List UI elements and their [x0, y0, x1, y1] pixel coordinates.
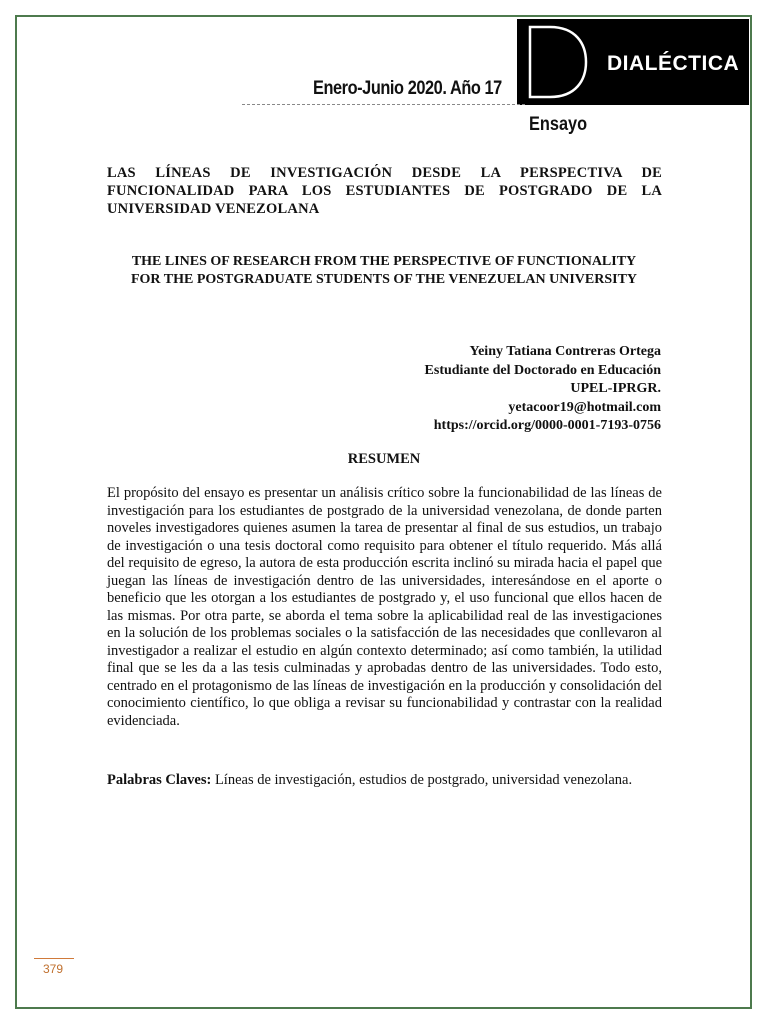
author-block [261, 343, 661, 436]
logo-d-icon [526, 24, 590, 100]
page-number: 379 [43, 962, 64, 976]
title-english-line-2: FOR THE POSTGRADUATE STUDENTS OF THE VENEZUELAN UNIVERSITY [130, 272, 638, 287]
header-divider [242, 104, 525, 105]
abstract-body: El propósito del ensayo es presentar un análisis crítico sobre la funcionabilidad de las líneas de investigación para los estudiantes de postgrado de la universidad venezolana, de donde parten noveles investigadores quienes asumen la tarea de presentar al final de sus estudios, un trabajo de investigación o una tesis doctoral como requisito para obtener el título requerido. Más allá del requisito de egreso, la autora de esta producción escrita inclinó su mirada hacia el papel que juegan las líneas de investigación dentro de las universidades, interesándose en el aporte o beneficio que les otorgan a los estudiantes de postgrado y, el uso funcional que ellos hacen de las mismas. Por otra parte, se aborda el tema sobre la aplicabilidad real de las investigaciones en la solución de los problemas sociales o la satisfacción de las necesidades que conllevaron al investigador a realizar el estudio en algún contexto determinado; así como también, la utilidad final que se les da a las tesis culminadas y aprobadas dentro de las universidades. Todo esto, centrado en el protagonismo de las líneas de investigación en la producción y consolidación del conocimiento científico, lo que obliga a revisar su funcionabilidad y contrastar con la realidad evidenciada. [107, 485, 662, 729]
abstract-heading: RESUMEN [347, 451, 421, 467]
keywords-text: Líneas de investigación, estudios de postgrado, universidad venezolana. [211, 772, 633, 788]
author-role: Estudiante del Doctorado en Educación [424, 362, 661, 378]
title-spanish: LAS LÍNEAS DE INVESTIGACIÓN DESDE LA PERSPECTIVA DE FUNCIONALIDAD PARA LOS ESTUDIANTES DE POSTGRADO DE LA UNIVERSIDAD VENEZOLANA [107, 165, 662, 217]
keywords [107, 771, 667, 789]
logo-text: DIALÉCTICA [607, 52, 740, 75]
author-institution: UPEL-IPRGR. [570, 381, 661, 396]
issue-date: Enero-Junio 2020. Año 17 [313, 78, 502, 99]
author-email[interactable]: yetacoor19@hotmail.com [508, 399, 661, 415]
title-english-line-1: THE LINES OF RESEARCH FROM THE PERSPECTIVE OF FUNCTIONALITY [131, 254, 637, 269]
keywords-label: Palabras Claves: [107, 772, 212, 788]
author-name: Yeiny Tatiana Contreras Ortega [469, 344, 661, 359]
title-english [100, 253, 668, 289]
section-label: Ensayo [529, 114, 588, 135]
author-orcid-link[interactable]: https://orcid.org/0000-0001-7193-0756 [433, 418, 661, 433]
page-number-rule [34, 958, 74, 959]
